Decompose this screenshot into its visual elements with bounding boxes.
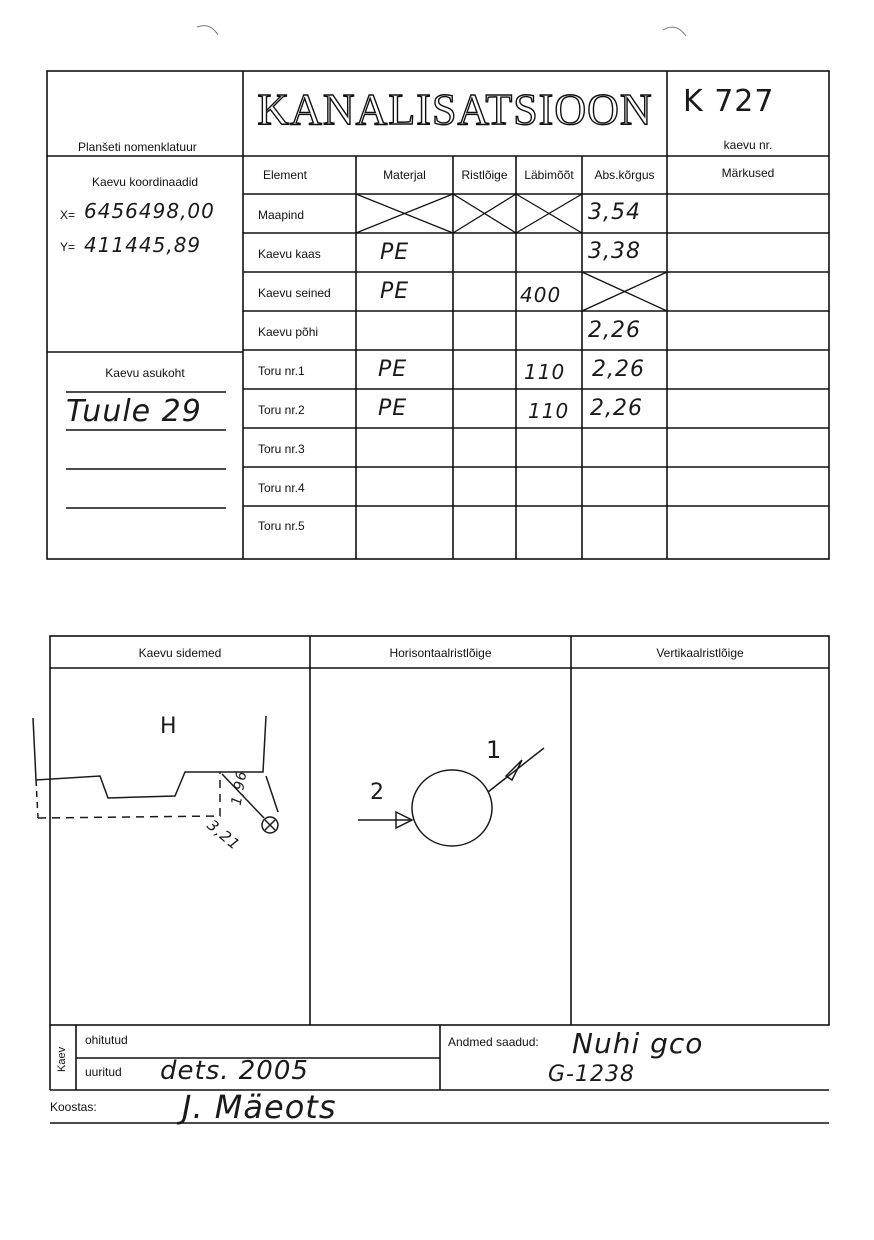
x-coordinate-value: 6456498,00 [84,199,215,223]
data-source-label: Andmed saadud: [448,1035,539,1049]
distance-mark-a: 1,96 [228,769,251,807]
row-element: Kaevu kaas [258,247,321,261]
ties-label: Kaevu sidemed [138,646,222,660]
well-side-label: Kaev [56,1046,68,1072]
well-number-value: K 727 [683,84,775,119]
row-material: PE [380,240,410,265]
row-element: Kaevu seined [258,286,331,300]
horizontal-section-label: Horisontaalristlõige [389,646,492,660]
well-number-label: kaevu nr. [723,138,773,152]
col-header-notes: Märkused [721,166,775,180]
form-title: KANALISATSIOON [257,85,653,134]
row-material: PE [378,357,408,382]
row-abs-height: 3,38 [588,239,641,264]
col-header-section: Ristlõige [461,168,508,182]
house-mark: H [160,714,178,739]
col-header-diameter: Läbimõõt [524,168,574,182]
pipe-2-mark: 2 [370,780,385,805]
location-value: Tuule 29 [66,394,202,429]
data-source-code: G-1238 [548,1062,635,1087]
compiled-by-label: Koostas: [50,1100,97,1114]
row-element: Toru nr.1 [258,364,305,378]
checked-label: ohitutud [85,1033,128,1047]
col-header-material: Materjal [383,168,426,182]
coordinates-label: Kaevu koordinaadid [91,175,199,189]
y-prefix: Y= [60,240,76,254]
row-abs-height: 2,26 [588,318,641,343]
row-material: PE [378,396,408,421]
col-header-abs-height: Abs.kõrgus [594,168,655,182]
row-diameter: 110 [528,399,570,423]
col-header-element: Element [262,168,308,182]
row-element: Toru nr.3 [258,442,305,456]
measured-label: uuritud [85,1065,122,1079]
row-element: Kaevu põhi [258,325,319,339]
row-abs-height: 2,26 [592,357,645,382]
row-diameter: 110 [524,360,566,384]
measured-value: dets. 2005 [160,1056,309,1086]
row-abs-height: 3,54 [588,200,641,225]
row-element: Toru nr.5 [258,519,305,533]
y-coordinate-value: 411445,89 [84,233,202,257]
location-label: Kaevu asukoht [105,366,185,380]
compiler-signature: J. Mäeots [182,1088,337,1126]
nomenclature-label: Planšeti nomenklatuur [78,140,197,154]
row-element: Toru nr.4 [258,481,305,495]
vertical-section-label: Vertikaalristlõige [656,646,744,660]
data-source-value: Nuhi gco [572,1027,704,1060]
row-element: Maapind [258,208,305,222]
row-abs-height: 2,26 [590,396,643,421]
row-element: Toru nr.2 [258,403,305,417]
row-material: PE [380,279,410,304]
row-diameter: 400 [520,283,562,307]
x-prefix: X= [60,208,76,222]
distance-mark-b: 3,21 [203,816,244,854]
pipe-1-mark: 1 [486,736,503,764]
